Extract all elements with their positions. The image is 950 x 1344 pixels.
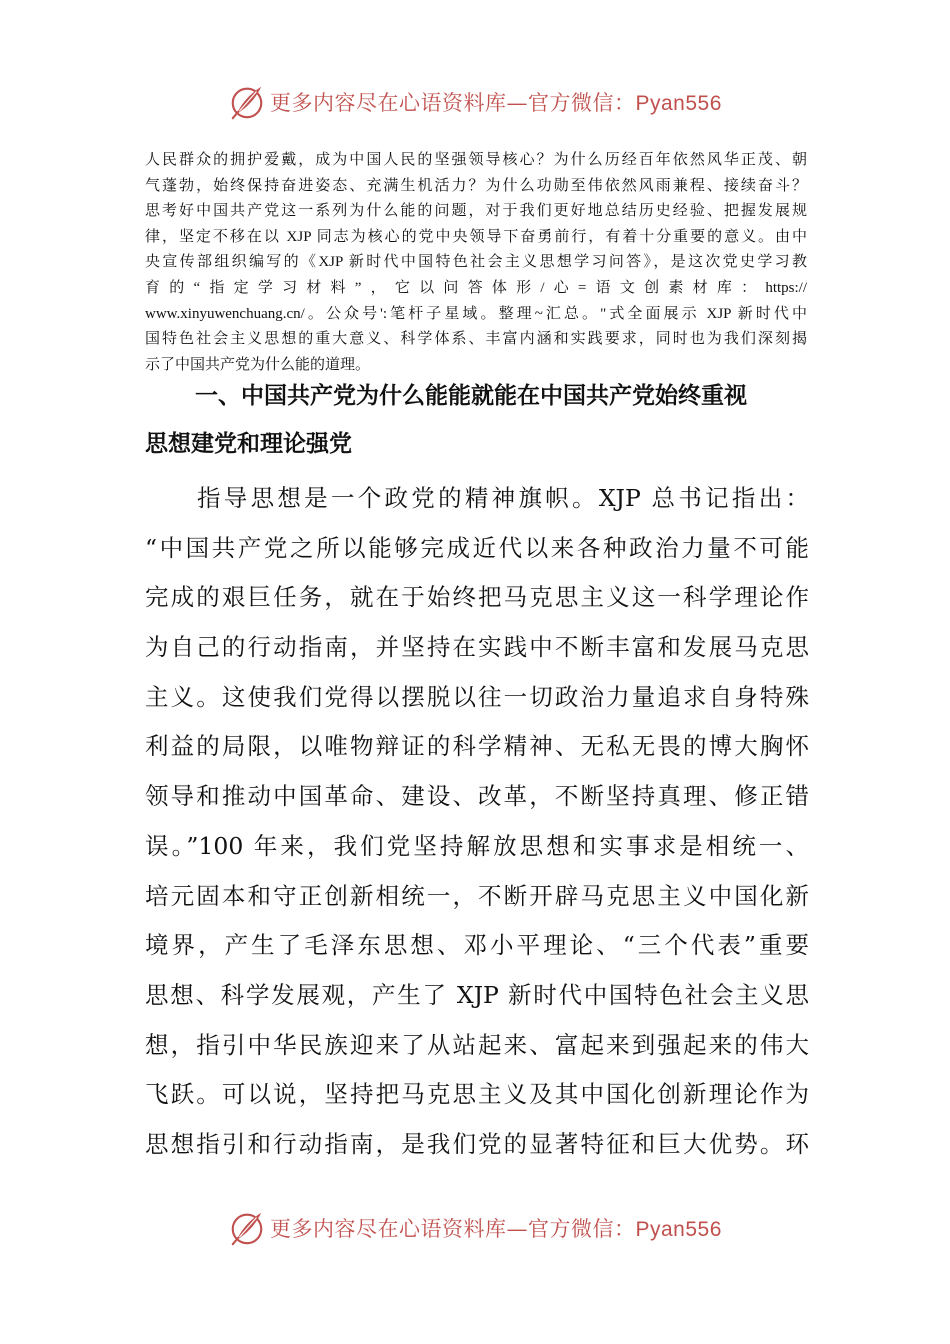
- banner-message: 更多内容尽在心语资料库—官方微信：: [270, 91, 636, 115]
- body-line: 主义。这使我们党得以摆脱以往一切政治力量追求自身特殊: [145, 682, 809, 711]
- intro-line: 人民群众的拥护爱戴，成为中国人民的坚强领导核心？为什么历经百年依然风华正茂、朝: [145, 152, 807, 168]
- body-line: 指导思想是一个政党的精神旗帜。XJP 总书记指出：: [197, 484, 809, 512]
- intro-line: 律，坚定不移在以 XJP 同志为核心的党中央领导下奋勇前行，有着十分重要的意义。由中: [145, 228, 807, 245]
- body-line: 完成的艰巨任务，就在于始终把马克思主义这一科学理论作: [145, 583, 809, 612]
- body-line: 利益的局限，以唯物辩证的科学精神、无私无畏的博大胸怀: [145, 732, 809, 761]
- intro-line: www.xinyuwenchuang.cn/。公众号':笔杆子星域。整理~汇总。"式全面展示 XJP 新时代中: [145, 305, 807, 322]
- intro-line: 思考好中国共产党这一系列为什么能的问题，对于我们更好地总结历史经验、把握发展规: [145, 203, 807, 220]
- intro-line: 示了中国共产党为什么能的道理。: [145, 356, 371, 373]
- body-paragraph: [145, 474, 809, 1170]
- body-line: “中国共产党之所以能够完成近代以来各种政治力量不可能: [145, 533, 809, 562]
- body-line: 误。”100 年来，我们党坚持解放思想和实事求是相统一、: [145, 831, 809, 860]
- intro-line: 国特色社会主义思想的重大意义、科学体系、丰富内涵和实践要求，同时也为我们深刻揭: [145, 331, 807, 348]
- banner-message: 更多内容尽在心语资料库—官方微信：: [270, 1217, 636, 1241]
- section-heading: [145, 378, 809, 466]
- feather-pen-logo-icon: [228, 1209, 266, 1247]
- banner-text: [270, 1213, 722, 1243]
- intro-line: 气蓬勃，始终保持奋进姿态、充满生机活力？为什么功勋至伟依然风雨兼程、接续奋斗？: [145, 177, 807, 194]
- banner-wechat-id: Pyan556: [635, 92, 722, 115]
- footer-banner: [228, 1208, 728, 1248]
- body-line: 思想指引和行动指南，是我们党的显著特征和巨大优势。环: [145, 1129, 809, 1158]
- section-heading-line-2: 思想建党和理论强党: [145, 431, 352, 457]
- body-line: 培元固本和守正创新相统一，不断开辟马克思主义中国化新: [145, 881, 809, 910]
- header-banner: [228, 82, 728, 122]
- body-line: 飞跃。可以说，坚持把马克思主义及其中国化创新理论作为: [145, 1080, 809, 1109]
- intro-line: 育的“指定学习材料”，它以问答体形/心=语文创素材库：https://: [145, 279, 807, 296]
- body-line: 想，指引中华民族迎来了从站起来、富起来到强起来的伟大: [145, 1030, 809, 1059]
- feather-pen-logo-icon: [228, 83, 266, 121]
- banner-text: [270, 87, 722, 117]
- section-heading-line-1: 一、中国共产党为什么能能就能在中国共产党始终重视: [195, 383, 747, 409]
- body-line: 领导和推动中国革命、建设、改革，不断坚持真理、修正错: [145, 782, 809, 811]
- body-line: 为自己的行动指南，并坚持在实践中不断丰富和发展马克思: [145, 633, 809, 662]
- body-line: 境界，产生了毛泽东思想、邓小平理论、“三个代表”重要: [145, 931, 809, 960]
- intro-paragraph: [145, 148, 807, 378]
- banner-wechat-id: Pyan556: [635, 1218, 722, 1241]
- body-line: 思想、科学发展观，产生了 XJP 新时代中国特色社会主义思: [145, 980, 809, 1009]
- intro-line: 央宣传部组织编写的《XJP 新时代中国特色社会主义思想学习问答》，是这次党史学习教: [145, 254, 807, 271]
